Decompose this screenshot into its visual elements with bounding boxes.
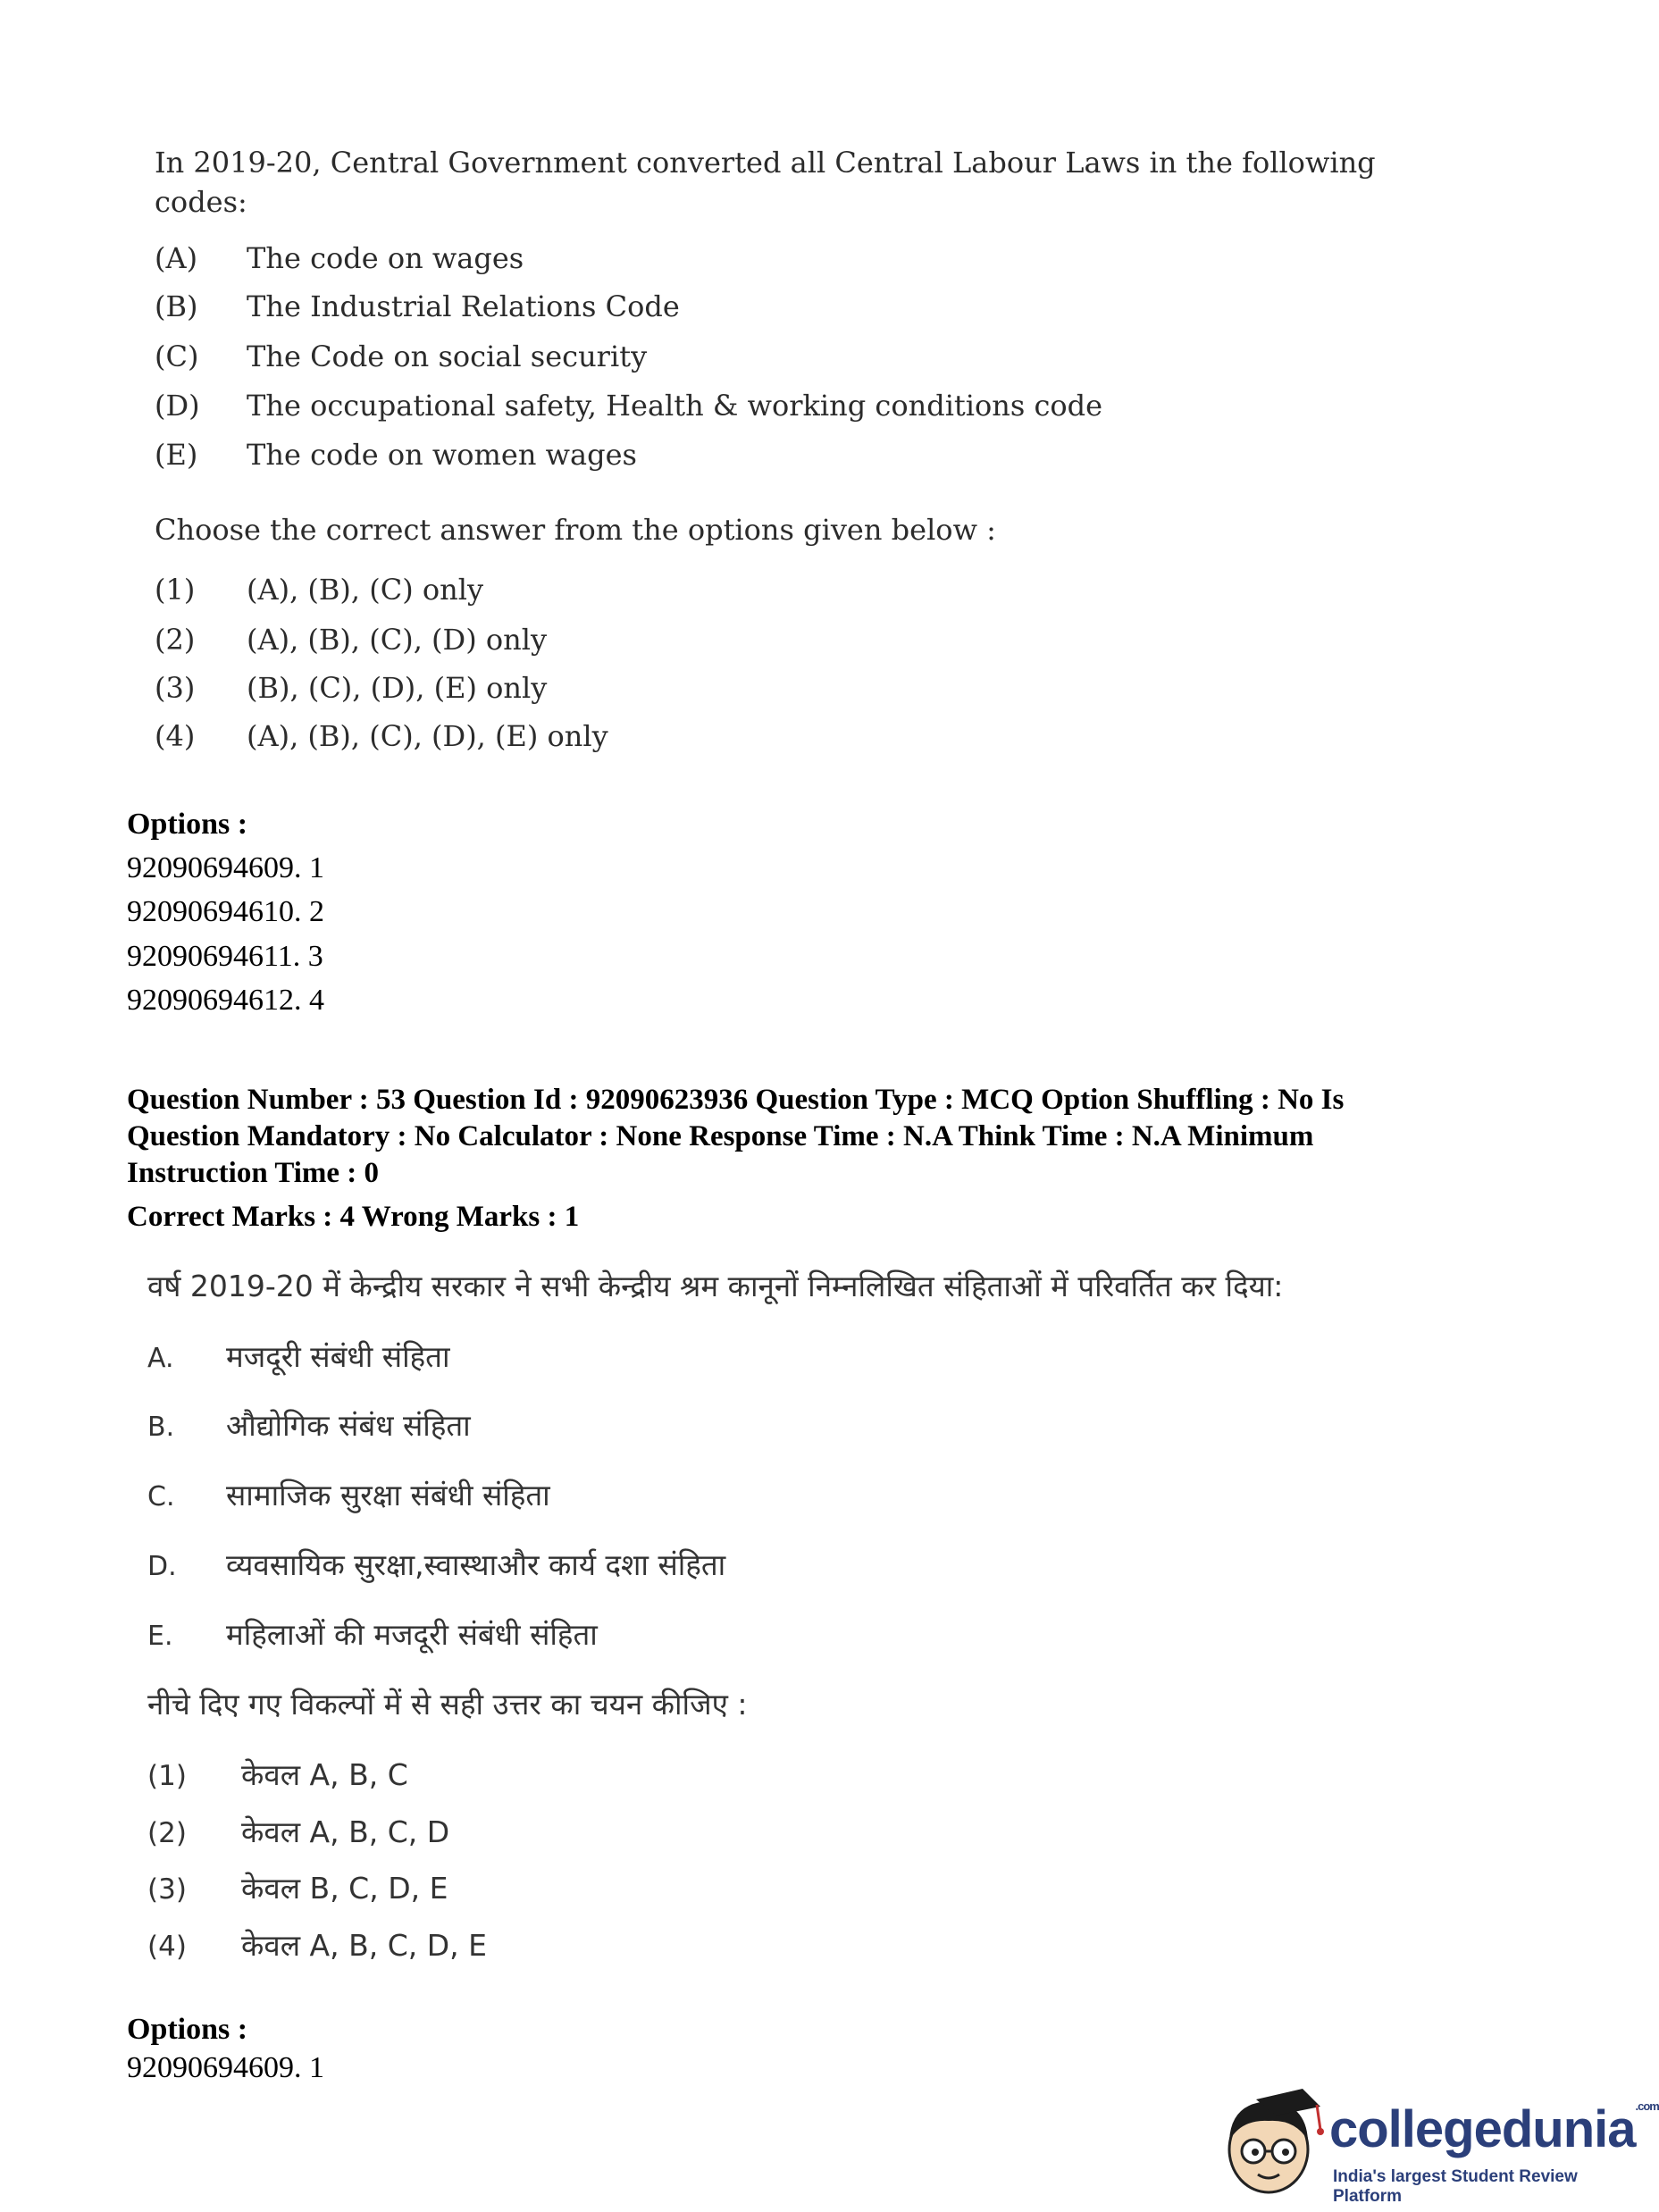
hindi-statement-c: C. सामाजिक सुरक्षा संबंधी संहिता	[147, 1478, 550, 1512]
option-id-cut-off: 92090694609. 1	[127, 2051, 324, 2084]
hindi-answer-choice-4: (4) केवल A, B, C, D, E	[147, 1928, 487, 1963]
options-heading: Options :	[127, 2013, 248, 2046]
statement-d: (D) The occupational safety, Health & working conditions code	[155, 389, 1103, 423]
options-heading: Options :	[127, 808, 248, 841]
statement-c: (C) The Code on social security	[155, 339, 648, 373]
hindi-answer-choice-2: (2) केवल A, B, C, D	[147, 1814, 450, 1849]
collegedunia-logo	[1213, 2087, 1659, 2206]
statement-b: (B) The Industrial Relations Code	[155, 289, 680, 323]
question-53-meta	[127, 1082, 1521, 1192]
meta-line: Question Mandatory : No Calculator : None Response Time : N.A Think Time : N.A Minimum	[127, 1120, 1314, 1152]
meta-line: Question Number : 53 Question Id : 92090623936 Question Type : MCQ Option Shuffling : No Is	[127, 1084, 1345, 1116]
answer-choice-3: (3) (B), (C), (D), (E) only	[155, 671, 548, 705]
hindi-statement-d: D. व्यवसायिक सुरक्षा,स्वास्थाऔर कार्य दशा संहिता	[147, 1547, 726, 1582]
option-id: 92090694610. 2	[127, 895, 324, 928]
option-id: 92090694611. 3	[127, 940, 323, 973]
hindi-answer-choice-1: (1) केवल A, B, C	[147, 1757, 408, 1792]
answer-choice-2: (2) (A), (B), (C), (D) only	[155, 623, 548, 657]
hindi-statement-e: E. महिलाओं की मजदूरी संबंधी संहिता	[147, 1617, 598, 1652]
hindi-answer-choice-3: (3) केवल B, C, D, E	[147, 1871, 448, 1906]
question-52-stem: In 2019-20, Central Government converted all Central Labour Laws in the following codes:	[155, 146, 1376, 219]
hindi-statement-a: A. मजदूरी संबंधी संहिता	[147, 1339, 450, 1374]
statement-a: (A) The code on wages	[155, 241, 524, 275]
answer-choice-4: (4) (A), (B), (C), (D), (E) only	[155, 719, 608, 753]
hindi-answer-instruction: नीचे दिए गए विकल्पों में से सही उत्तर का चयन कीजिए :	[147, 1687, 748, 1722]
answer-instruction: Choose the correct answer from the options given below :	[155, 513, 996, 547]
option-id: 92090694609. 1	[127, 851, 324, 884]
answer-choice-1: (1) (A), (B), (C) only	[155, 573, 484, 607]
question-53-stem-hindi: वर्ष 2019-20 में केन्द्रीय सरकार ने सभी केन्द्रीय श्रम कानूनों निम्नलिखित संहिताओं में परिवर्तित कर दिया:	[147, 1269, 1284, 1303]
statement-e: (E) The code on women wages	[155, 438, 637, 472]
brand-name: collegedunia$^{.com}$	[1329, 2099, 1659, 2158]
option-id: 92090694612. 4	[127, 984, 324, 1017]
mascot-icon	[1213, 2087, 1329, 2203]
brand-tagline: India's largest Student Review Platform	[1333, 2167, 1578, 2206]
meta-line: Instruction Time : 0	[127, 1157, 380, 1189]
hindi-statement-b: B. औद्योगिक संबंध संहिता	[147, 1408, 471, 1443]
marks-line: Correct Marks : 4 Wrong Marks : 1	[127, 1201, 580, 1233]
